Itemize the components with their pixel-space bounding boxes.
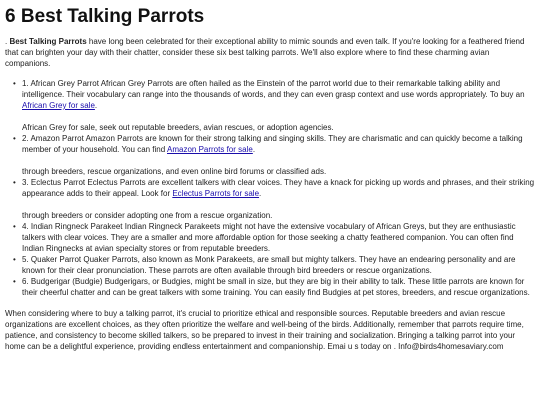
bullet-icon: • [13, 134, 16, 143]
intro-text: have long been celebrated for their exceptional ability to mimic sounds and even talk. If you're looking for a feathered friend that can brighten your day with their chatter, consider these six best talking parrots. We'll also explore where to find these charming avian companions. [5, 37, 525, 68]
list-item-note: through breeders, rescue organizations, and even online bird forums or classified ads. [22, 167, 327, 176]
amazon-parrots-link[interactable]: Amazon Parrots for sale [167, 145, 253, 154]
closing-paragraph: When considering where to buy a talking parrot, it's crucial to prioritize ethical and responsible sources. Reputable breeders and avian rescue organizations are excellent choices, as they often prioritize the welfare and well-being of the birds. Additionally, remember that parrots require time, patience, and consistency to become skilled talkers, so be prepared to invest in their training and socialization. Bringing a talking parrot into your home can be a delightful experience, providing endless entertainment and companionship. Emai u s today on . Info@birds4homesaviary.com [5, 309, 524, 351]
bullet-icon: • [13, 79, 16, 88]
bullet-icon: • [13, 277, 16, 286]
list-item-indian-ringneck [13, 221, 535, 254]
list-item-budgerigar [13, 276, 535, 298]
african-grey-link[interactable]: African Grey for sale [22, 101, 95, 110]
list-item-text: 2. Amazon Parrot Amazon Parrots are known for their strong talking and singing skills. They are charismatic and can quickly become a talking member of your household. You can find [22, 134, 523, 154]
list-item-text: 3. Eclectus Parrot Eclectus Parrots are excellent talkers with clear voices. They have a knack for picking up words and phrases, and their striking appearance adds to their appeal. Look for [22, 178, 535, 198]
bullet-icon: • [13, 222, 16, 231]
list-item-text: 5. Quaker Parrot Quaker Parrots, also known as Monk Parakeets, are small but mighty talkers. They have an endearing personality and are known for their clear pronunciation. These parrots are often available through bird breeders or rescue organizations. [22, 255, 516, 275]
list-item-african-grey [13, 78, 535, 133]
list-item-note: African Grey for sale, seek out reputable breeders, avian rescues, or adoption agencies. [22, 123, 334, 132]
list-item-quaker [13, 254, 535, 276]
list-item-eclectus [13, 177, 535, 221]
bullet-icon: • [13, 255, 16, 264]
list-item-text: 4. Indian Ringneck Parakeet Indian Ringneck Parakeets might not have the extensive vocabulary of African Greys, but they are enthusiastic talkers with clear voices. They are a smaller and more affordable option for those seeking a chatty feathered companion. You can often find Indian Ringnecks at avian specialty stores or from reputable breeders. [22, 222, 516, 253]
bullet-icon: • [13, 178, 16, 187]
intro-paragraph [5, 36, 535, 69]
list-item-after: . [259, 189, 262, 198]
intro-prefix: . [5, 37, 10, 46]
list-item-amazon [13, 133, 535, 177]
intro-bold-keyword: Best Talking Parrots [9, 37, 87, 46]
list-item-after: . [252, 145, 256, 154]
eclectus-parrots-link[interactable]: Eclectus Parrots for sale [172, 189, 260, 198]
list-item-text: 6. Budgerigar (Budgie) Budgerigars, or Budgies, might be small in size, but they are big in their ability to talk. These little parrots are known for their cheerful chatter and can be great talkers with some training. You can easily find Budgies at pet stores, breeders, and rescue organizations. [22, 277, 530, 297]
list-item-text: 1. African Grey Parrot African Grey Parrots are often hailed as the Einstein of the parrot world due to their remarkable talking ability and intelligence. Their vocabulary can range into the thousands of words, and they can even grasp context and use words appropriately. To buy an [22, 79, 525, 99]
list-item-note: through breeders or consider adopting one from a rescue organization. [22, 211, 273, 220]
page-title: 6 Best Talking Parrots [5, 6, 205, 27]
list-item-after: . [94, 101, 98, 110]
parrot-list [5, 78, 535, 298]
